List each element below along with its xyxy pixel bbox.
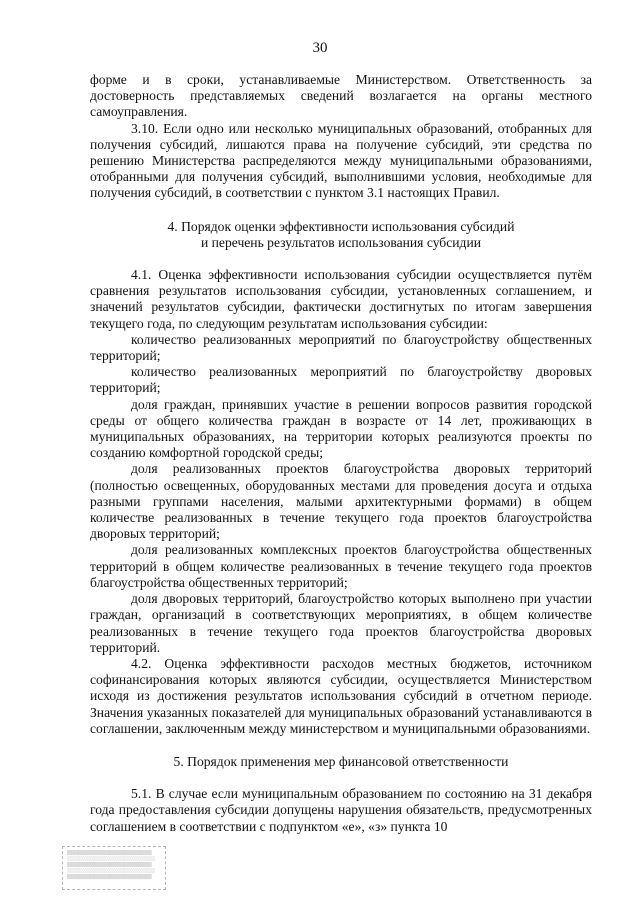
section-heading-line: 4. Порядок оценки эффективности использования субсидий	[167, 218, 515, 234]
list-item: количество реализованных мероприятий по благоустройству общественных территорий;	[90, 331, 592, 364]
section-heading-4	[90, 219, 592, 251]
paragraph: 4.1. Оценка эффективности использования субсидии осуществляется путём сравнения результатов использования субсидии, установленных соглашением, и значений результатов субсидии, фактически достигнутых по итогам завершения текущего года, по следующим результатам использования субсидии:	[90, 267, 592, 331]
paragraph: 4.2. Оценка эффективности расходов местных бюджетов, источником софинансирования которых являются субсидии, осуществляется Министерством исходя из достижения результатов использования субсидий в отчетном периоде. Значения указанных показателей для муниципальных образований устанавливаются в соглашении, заключенным между министерством и муниципальными образованиями.	[90, 655, 592, 736]
document-body	[90, 72, 592, 835]
paragraph: форме и в сроки, устанавливаемые Министерством. Ответственность за достоверность представляемых сведений возлагается на органы местного самоуправления.	[90, 72, 592, 120]
paragraph: 5.1. В случае если муниципальным образованием по состоянию на 31 декабря года предоставления субсидии допущены нарушения обязательств, предусмотренных соглашением в соответствии с подпунктом «е», «з» пункта 10	[90, 786, 592, 834]
paragraph: 3.10. Если одно или несколько муниципальных образований, отобранных для получения субсидий, лишаются права на получение субсидий, эти средства по решению Министерства распределяются между муниципальными образованиями, отобранными для получения субсидий, выполнившими условия, необходимые для получения субсидий, в соответствии с пунктом 3.1 настоящих Правил.	[90, 120, 592, 201]
page-number: 30	[312, 40, 328, 56]
section-heading-5: 5. Порядок применения мер финансовой ответственности	[173, 753, 509, 769]
list-item: доля дворовых территорий, благоустройство которых выполнено при участии граждан, организаций в соответствующих мероприятиях, в общем количестве реализованных в течение текущего года проектов благоустройства дворовых территорий.	[90, 591, 592, 655]
list-item: доля реализованных комплексных проектов благоустройства общественных территорий в общем количестве реализованных в течение текущего года проектов благоустройства общественных территорий;	[90, 542, 592, 590]
faded-stamp: ▒▒▒▒▒▒▒▒▒▒▒▒▒▒▒▒▒▒▒▒▒▒ ░░░░░░░░░░░░░░░░░░░░░░░ ▒▒▒▒▒▒▒▒▒▒▒▒▒▒▒▒▒▒▒▒▒▒ ░░░░░░░░░░░░░░░░░░░░░░░ ▒▒▒▒▒▒▒▒▒▒▒▒▒▒▒▒▒▒▒▒▒▒	[62, 846, 166, 890]
list-item: количество реализованных мероприятий по благоустройству дворовых территорий;	[90, 364, 592, 396]
section-heading-line: и перечень результатов использования субсидии	[200, 234, 482, 250]
list-item: доля реализованных проектов благоустройства дворовых территорий (полностью освещенных, оборудованных местами для проведения досуга и отдыха разными группами населения, малыми архитектурными формами) в общем количестве реализованных в течение текущего года проектов благоустройства дворовых территорий;	[90, 461, 592, 542]
list-item: доля граждан, принявших участие в решении вопросов развития городской среды от общего количества граждан в возрасте от 14 лет, проживающих в муниципальных образованиях, на территории которых реализуются проекты по созданию комфортной городской среды;	[90, 396, 592, 461]
